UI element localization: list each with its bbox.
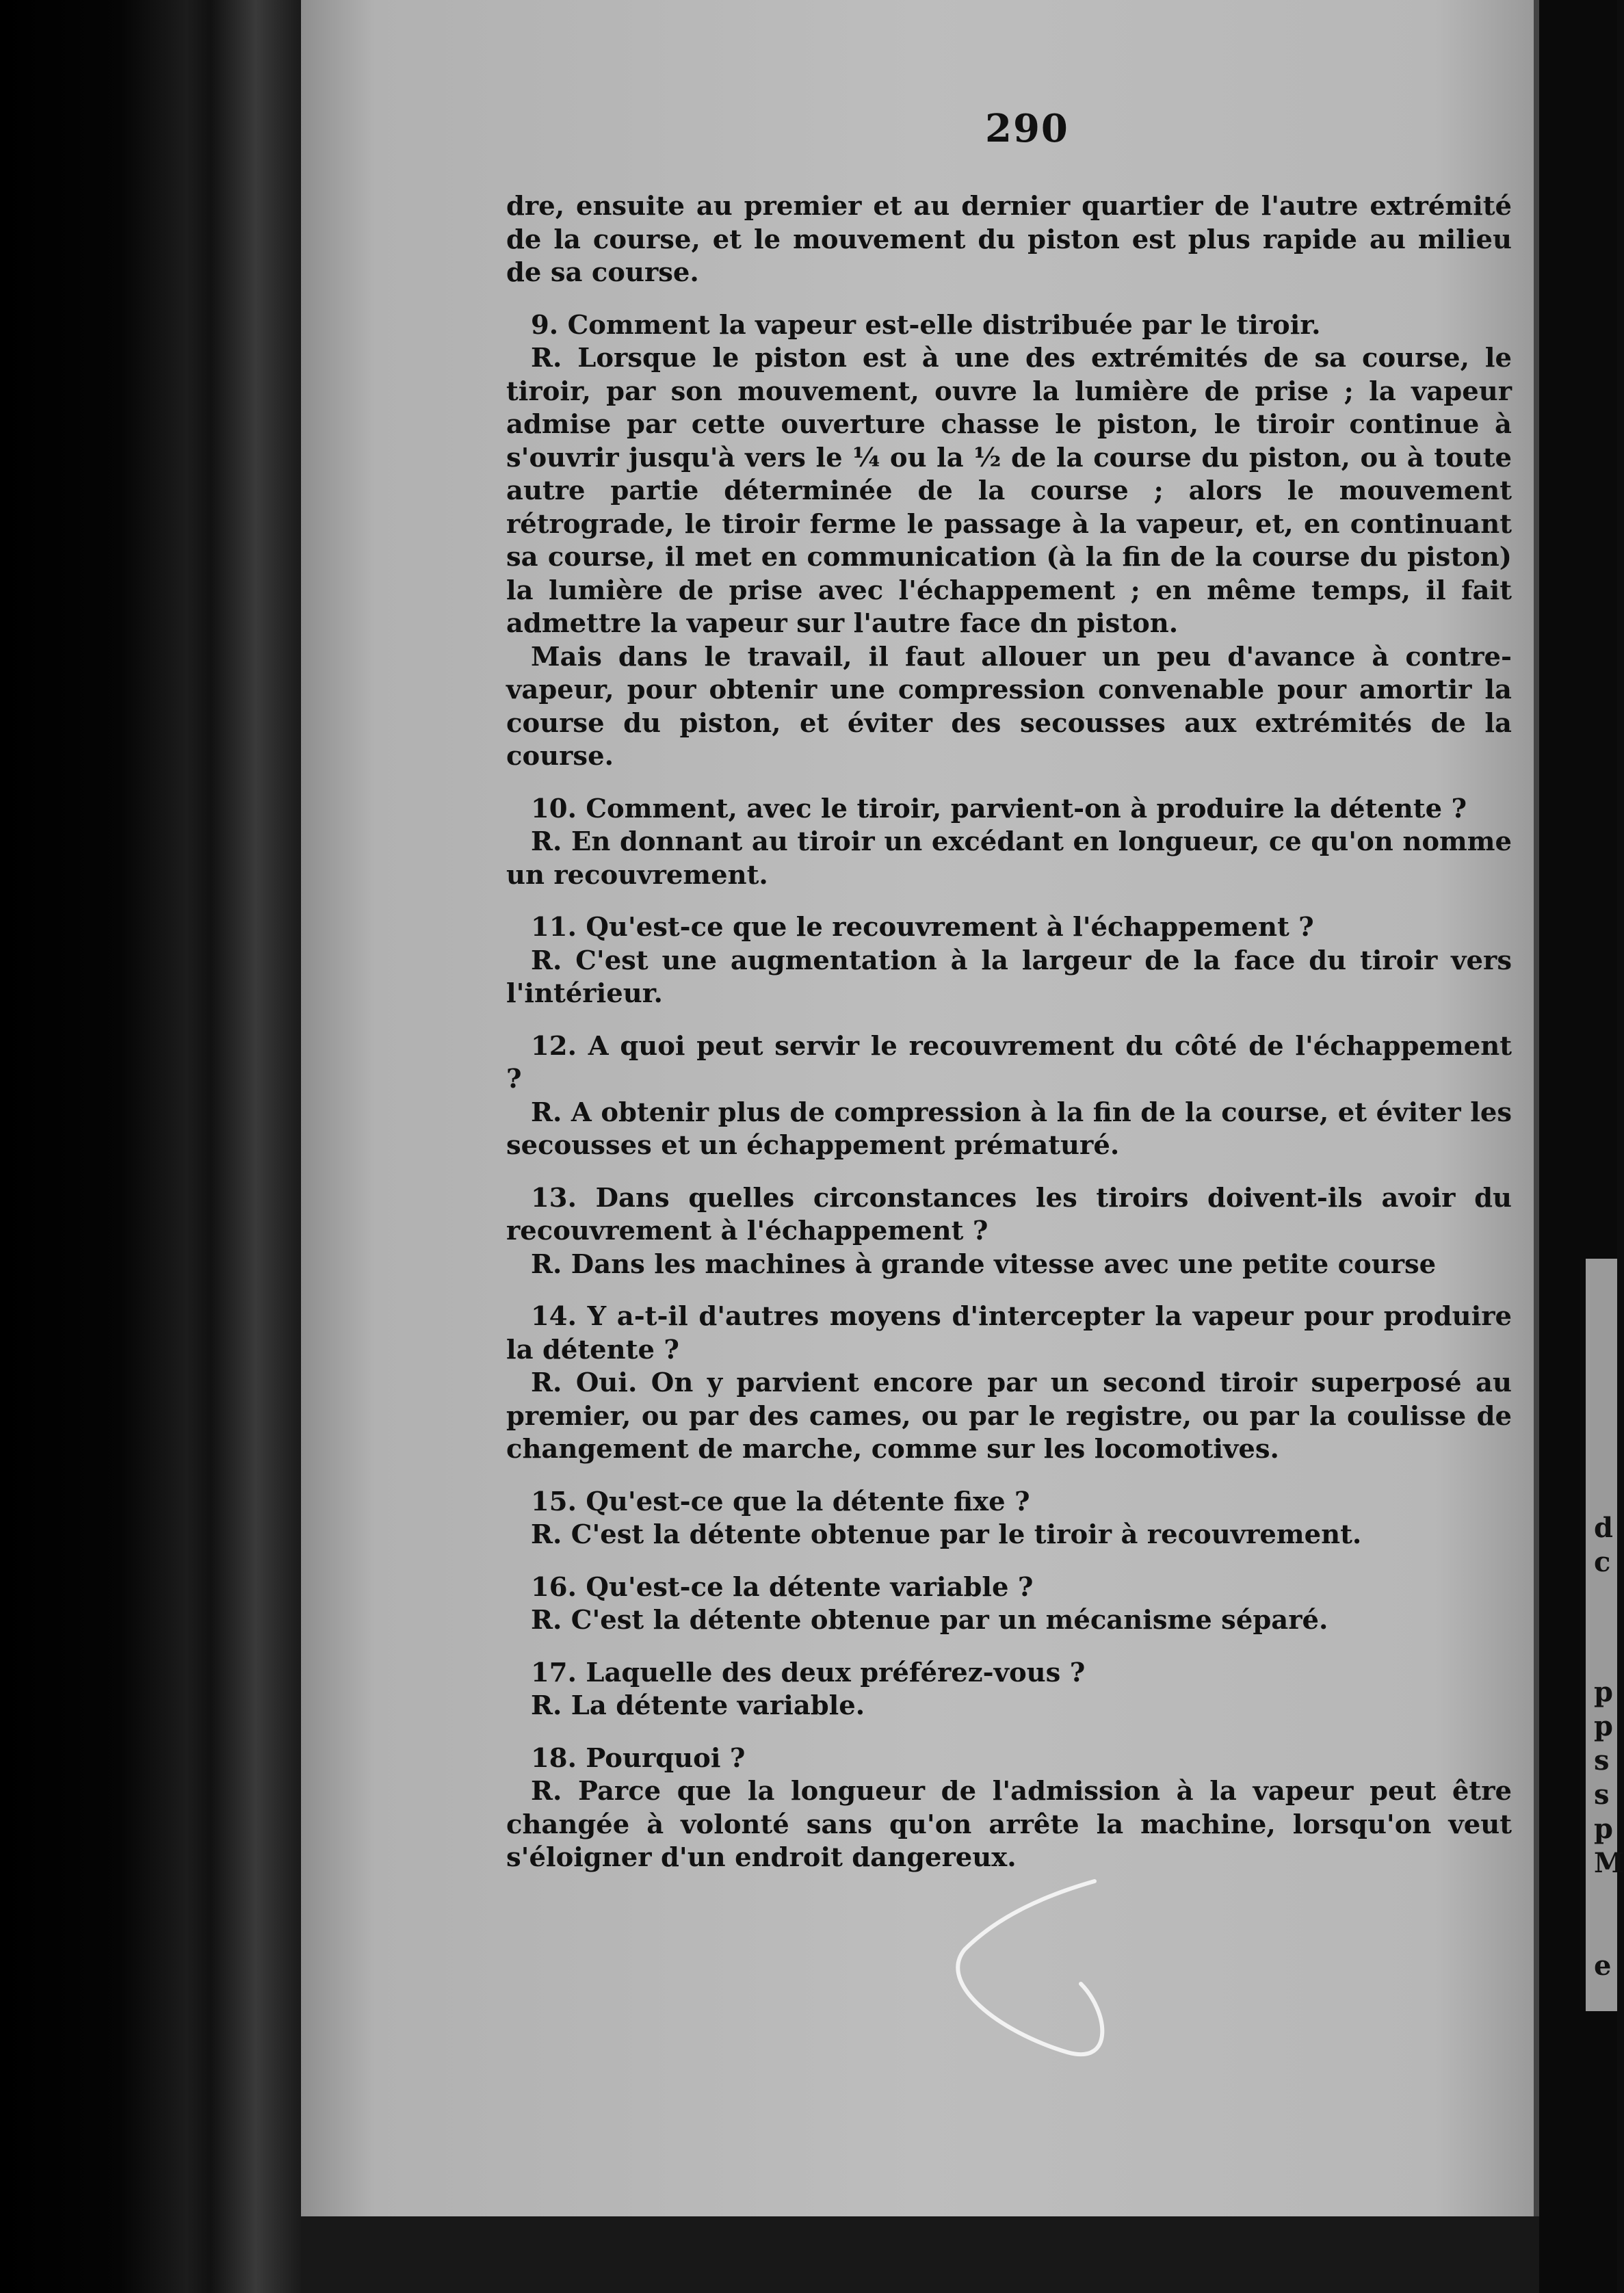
- question-9: 9. Comment la vapeur est-elle distribuée par le tiroir.: [531, 309, 1321, 341]
- margin-fragment: e: [1594, 1950, 1612, 1982]
- margin-fragment: M: [1594, 1847, 1624, 1879]
- answer-15: R. C'est la détente obtenue par le tiroir à recouvrement.: [531, 1519, 1362, 1550]
- question-16: 16. Qu'est-ce la détente variable ?: [531, 1571, 1034, 1603]
- margin-fragment: p: [1594, 1676, 1613, 1708]
- book-binding-edge: [0, 0, 301, 2293]
- answer-10: R. En donnant au tiroir un excédant en longueur, ce qu'on nomme un recouvrement.: [506, 826, 1512, 891]
- margin-fragment: d: [1594, 1512, 1613, 1544]
- question-14: 14. Y a-t-il d'autres moyens d'intercepter la vapeur pour produire la détente ?: [506, 1301, 1512, 1365]
- page-bottom-shadow: [301, 2216, 1539, 2293]
- margin-fragment: p: [1594, 1710, 1613, 1742]
- question-13: 13. Dans quelles circonstances les tiroirs doivent-ils avoir du recouvrement à l'échappement ?: [506, 1182, 1512, 1246]
- pen-stroke-mark: [944, 1874, 1122, 2080]
- answer-14: R. Oui. On y parvient encore par un second tiroir superposé au premier, ou par des cames, ou par le registre, ou par la coulisse de changement de marche, comme sur les locomotives.: [506, 1367, 1512, 1465]
- adjacent-page-fragment: [1586, 1259, 1624, 2011]
- question-11: 11. Qu'est-ce que le recouvrement à l'échappement ?: [531, 912, 1314, 943]
- intro-paragraph: dre, ensuite au premier et au dernier quartier de l'autre extrémité de la course, et le mouvement du piston est plus rapide au milieu de sa course.: [506, 191, 1512, 288]
- margin-fragment: s: [1594, 1744, 1610, 1777]
- answer-13: R. Dans les machines à grande vitesse avec une petite course: [531, 1248, 1437, 1280]
- margin-fragment: c: [1594, 1546, 1611, 1578]
- answer-11: R. C'est une augmentation à la largeur de la face du tiroir vers l'intérieur.: [506, 945, 1512, 1009]
- page-body: [506, 190, 1512, 1875]
- answer-12: R. A obtenir plus de compression à la fin de la course, et éviter les secousses et un échappement prématuré.: [506, 1097, 1512, 1161]
- question-18: 18. Pourquoi ?: [531, 1742, 746, 1774]
- answer-9-continued: Mais dans le travail, il faut allouer un peu d'avance à contre-vapeur, pour obtenir une compression convenable pour amortir la course du piston, et éviter des secousses aux extrémités de la course.: [506, 641, 1512, 772]
- question-12: 12. A quoi peut servir le recouvrement du côté de l'échappement ?: [506, 1030, 1512, 1095]
- margin-fragment: p: [1594, 1813, 1613, 1845]
- question-15: 15. Qu'est-ce que la détente fixe ?: [531, 1486, 1030, 1517]
- question-17: 17. Laquelle des deux préférez-vous ?: [531, 1657, 1086, 1688]
- answer-16: R. C'est la détente obtenue par un mécanisme séparé.: [531, 1605, 1328, 1636]
- margin-fragment: s: [1594, 1779, 1610, 1811]
- answer-9: R. Lorsque le piston est à une des extrémités de sa course, le tiroir, par son mouvement, ouvre la lumière de prise ; la vapeur admise par cette ouverture chasse le piston, le tiroir continue à s'ouvrir jusqu'à vers le ¼ ou la ½ de la course du piston, ou à toute autre partie déterminée de la course ; alors le mouvement rétrograde, le tiroir ferme le passage à la vapeur, et, en continuant sa course, il met en communication (à la fin de la course du piston) la lumière de prise avec l'échappement ; en même temps, il fait admettre la vapeur sur l'autre face dn piston.: [506, 343, 1512, 639]
- page-number: 290: [985, 106, 1069, 151]
- answer-17: R. La détente variable.: [531, 1690, 865, 1721]
- question-10: 10. Comment, avec le tiroir, parvient-on à produire la détente ?: [531, 793, 1467, 824]
- answer-18: R. Parce que la longueur de l'admission à la vapeur peut être changée à volonté sans qu'on arrête la machine, lorsqu'on veut s'éloigner d'un endroit dangereux.: [506, 1776, 1512, 1873]
